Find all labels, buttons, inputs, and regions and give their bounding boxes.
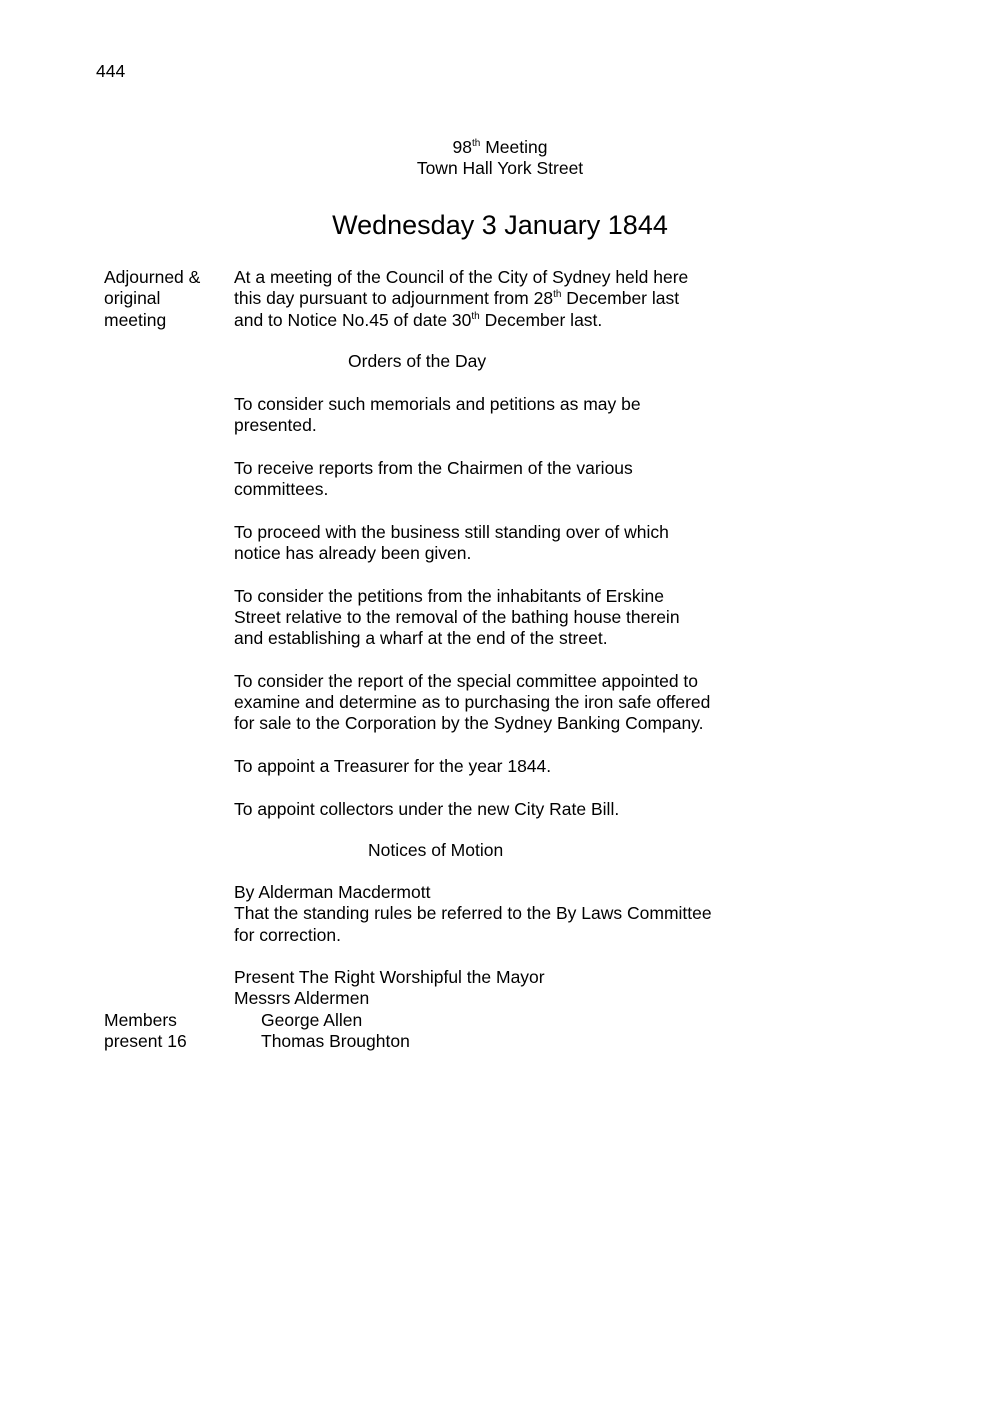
order-line: To consider the petitions from the inhabitants of Erskine [234, 585, 664, 606]
intro-text: December last [561, 288, 680, 309]
present-aldermen-label: Messrs Aldermen [234, 988, 370, 1009]
intro-text: December last. [479, 309, 603, 330]
margin-note-members [104, 1010, 187, 1053]
margin-note-line: Adjourned & [104, 267, 201, 287]
meeting-number-line [300, 137, 700, 158]
order-line: presented. [234, 415, 317, 436]
order-item [234, 586, 710, 650]
order-item [234, 671, 710, 735]
order-line: To appoint collectors under the new City Rate Bill. [234, 798, 620, 819]
intro-paragraph [234, 267, 688, 331]
order-item [234, 458, 710, 501]
notices-of-motion-heading: Notices of Motion [368, 840, 504, 860]
orders-of-the-day-heading: Orders of the Day [348, 351, 487, 371]
date-title: Wednesday 3 January 1844 [332, 210, 668, 240]
ordinal-suffix: th [471, 310, 480, 322]
meeting-heading [300, 137, 700, 180]
intro-line: At a meeting of the Council of the City of Sydney held here [234, 267, 689, 287]
order-item [234, 394, 710, 437]
order-line: To consider such memorials and petitions as may be [234, 394, 641, 414]
margin-note-line: meeting [104, 309, 167, 330]
order-line: Street relative to the removal of the bathing house therein [234, 606, 680, 627]
order-line: committees. [234, 479, 329, 500]
meeting-number-suffix: th [471, 138, 481, 149]
meeting-number: 98 [452, 137, 472, 157]
meeting-venue: Town Hall York Street [416, 158, 584, 179]
order-item [234, 522, 710, 565]
margin-note-line: present 16 [104, 1031, 187, 1052]
order-line: notice has already been given. [234, 543, 472, 564]
notice-line: That the standing rules be referred to the By Laws Committee [234, 903, 712, 924]
order-line: for sale to the Corporation by the Sydney Banking Company. [234, 713, 704, 734]
page-number: 444 [96, 61, 126, 81]
meeting-label: Meeting [485, 137, 548, 157]
order-item [234, 756, 710, 777]
order-line: examine and determine as to purchasing the iron safe offered [234, 692, 711, 713]
member-name: George Allen [261, 1009, 363, 1030]
intro-line [234, 288, 688, 309]
order-line: and establishing a wharf at the end of the street. [234, 628, 608, 649]
orders-list [234, 394, 710, 841]
margin-note-line: Members [104, 1010, 177, 1030]
member-name: Thomas Broughton [261, 1030, 410, 1051]
order-line: To receive reports from the Chairmen of the various [234, 457, 633, 478]
present-mayor: Present The Right Worshipful the Mayor [234, 967, 545, 987]
attendance-block [234, 967, 545, 1052]
order-line: To proceed with the business still standing over of which [234, 521, 669, 542]
order-line: To consider the report of the special committee appointed to [234, 670, 699, 691]
order-item [234, 799, 710, 820]
intro-text: this day pursuant to adjournment from 28 [234, 288, 554, 309]
intro-text: and to Notice No.45 of date 30 [234, 309, 472, 330]
ordinal-suffix: th [553, 289, 562, 301]
order-line: To appoint a Treasurer for the year 1844. [234, 756, 552, 777]
notice-line: for correction. [234, 924, 341, 945]
notice-mover: By Alderman Macdermott [234, 882, 431, 902]
margin-note-adjourned [104, 267, 200, 331]
intro-line [234, 310, 688, 331]
notice-of-motion [234, 882, 712, 946]
margin-note-line: original [104, 288, 161, 309]
